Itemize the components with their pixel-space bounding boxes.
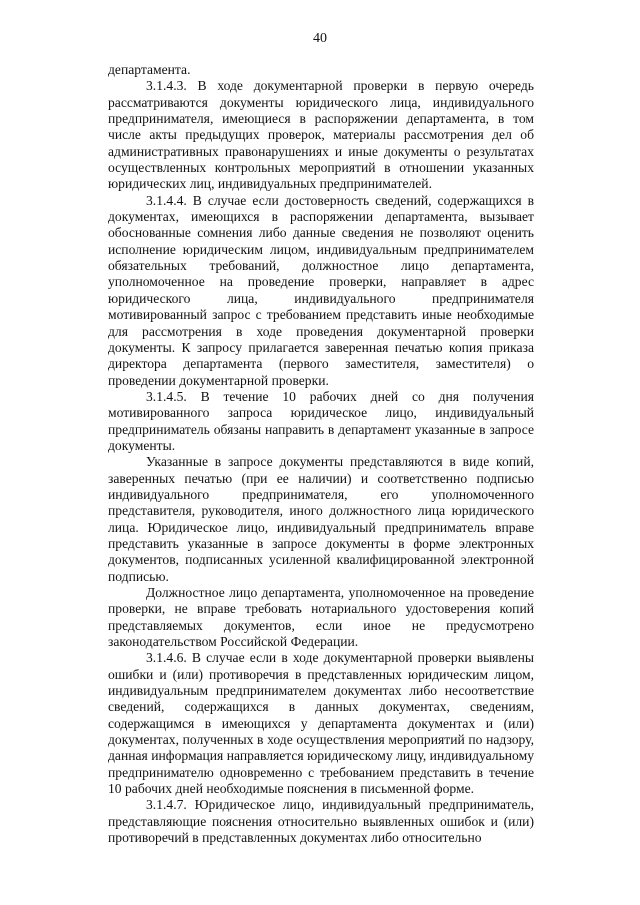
paragraph: Должностное лицо департамента, уполномоченное на проведение проверки, не вправе требовать нотариального удостоверения копий представляемых документов, если иное не предусмотрено законодательством Российской Федерации. xyxy=(108,585,534,650)
paragraph: Указанные в запросе документы представляются в виде копий, заверенных печатью (при ее наличии) и соответственно подписью индивидуального предпринимателя, его уполномоченного представителя, руководителя, иного должностного лица юридического лица. Юридическое лицо, индивидуальный предприниматель вправе представить указанные в запросе документы в форме электронных документов, подписанных усиленной квалифицированной электронной подписью. xyxy=(108,454,534,584)
body-text xyxy=(108,62,534,847)
page-number: 40 xyxy=(313,31,327,46)
paragraph: 3.1.4.7. Юридическое лицо, индивидуальный предприниматель, представляющие пояснения относительно выявленных ошибок и (или) противоречий в представленных документах либо относительно xyxy=(108,797,534,846)
paragraph: 3.1.4.6. В случае если в ходе документарной проверки выявлены ошибки и (или) противоречия в представленных юридическим лицом, индивидуальным предпринимателем документах либо несоответствие сведений, содержащихся в данных документах, сведениям, содержащимся в имеющихся у департамента документах и (или) документах, полученных в ходе осуществления мероприятий по надзору, данная информация направляется юридическому лицу, индивидуальному предпринимателю одновременно с требованием представить в течение 10 рабочих дней необходимые пояснения в письменной форме. xyxy=(108,650,534,797)
paragraph: 3.1.4.4. В случае если достоверность сведений, содержащихся в документах, имеющихся в распоряжении департамента, вызывает обоснованные сомнения либо данные сведения не позволяют оценить исполнение юридическим лицом, индивидуальным предпринимателем обязательных требований, должностное лицо департамента, уполномоченное на проведение проверки, направляет в адрес юридического лица, индивидуального предпринимателя мотивированный запрос с требованием представить иные необходимые для рассмотрения в ходе проведения документарной проверки документы. К запросу прилагается заверенная печатью копия приказа директора департамента (первого заместителя, заместителя) о проведении документарной проверки. xyxy=(108,192,534,388)
paragraph: 3.1.4.5. В течение 10 рабочих дней со дня получения мотивированного запроса юридическое лицо, индивидуальный предприниматель обязаны направить в департамент указанные в запросе документы. xyxy=(108,388,534,453)
paragraph: 3.1.4.3. В ходе документарной проверки в первую очередь рассматриваются документы юридического лица, индивидуального предпринимателя, имеющиеся в распоряжении департамента, в том числе акты предыдущих проверок, материалы рассмотрения дел об административных правонарушениях и иные документы о результатах осуществленных контрольных мероприятий в отношении указанных юридических лиц, индивидуальных предпринимателей. xyxy=(108,78,534,192)
paragraph: департамента. xyxy=(108,62,191,77)
